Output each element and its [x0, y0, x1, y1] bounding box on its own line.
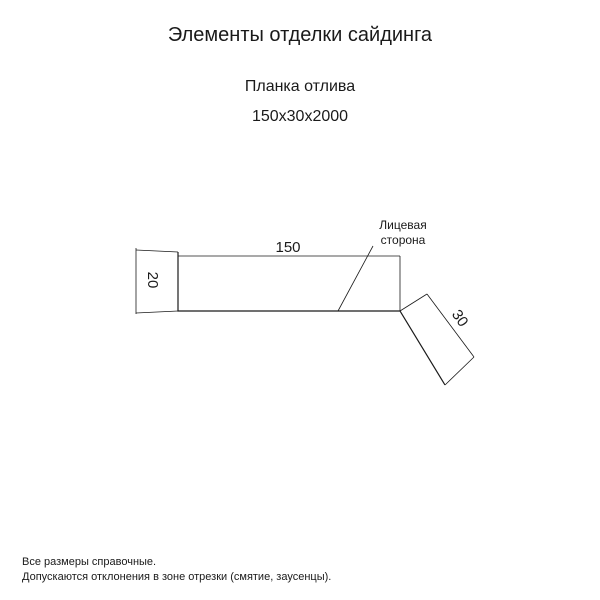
dimension-30-line	[427, 294, 474, 357]
dimension-30-extension-bottom	[445, 357, 474, 385]
note-cut-tolerance: Допускаются отклонения в зоне отрезки (смятие, заусенцы).	[22, 571, 332, 583]
face-side-label-line1: Лицевая	[379, 218, 427, 232]
profile-line	[178, 252, 445, 385]
face-side-label-line2: сторона	[380, 233, 426, 247]
dimension-150-label: 150	[275, 239, 301, 256]
dimension-20-extension-top	[136, 250, 178, 252]
page-title: Элементы отделки сайдинга	[167, 24, 433, 46]
note-reference-dimensions: Все размеры справочные.	[22, 556, 157, 568]
dimension-30-extension-top	[400, 294, 427, 311]
dimension-20-label: 20	[144, 271, 161, 289]
dimension-30-label: 30	[447, 306, 472, 331]
product-size: 150x30x2000	[251, 108, 349, 125]
dimension-20-extension-bottom	[136, 311, 178, 313]
product-name: Планка отлива	[244, 78, 356, 95]
